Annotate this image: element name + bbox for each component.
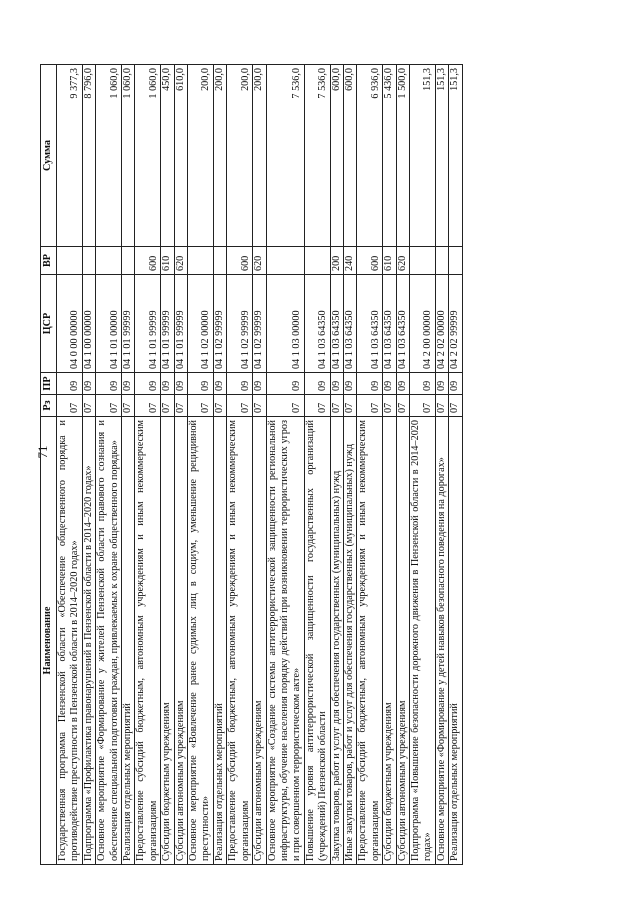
row-sum: 151,3: [435, 65, 448, 247]
row-sum: 8 796,0: [82, 65, 95, 247]
row-pr: 09: [266, 373, 304, 395]
row-vr: [57, 247, 83, 275]
row-sum: 5 436,0: [383, 65, 396, 247]
row-csr: 04 1 03 64350: [330, 275, 343, 373]
row-name: Основное мероприятие «Создание системы антитеррористической защищенности региональной инфраструктуры, обучение населения порядку действий при возникновении террористических угроз и при совершенном террористическом акте»: [266, 417, 304, 865]
row-csr: 04 1 03 64350: [357, 275, 383, 373]
row-pr: 09: [396, 373, 409, 395]
row-name: Подпрограмма «Повышение безопасности дорожного движения в Пензенской области в 2014–2020 годах»: [409, 417, 435, 865]
row-sum: 1 060,0: [122, 65, 135, 247]
row-pr: 09: [227, 373, 253, 395]
table-header-row: [41, 65, 57, 865]
row-csr: 04 1 01 00000: [96, 275, 122, 373]
row-csr: 04 0 00 00000: [57, 275, 83, 373]
row-sum: 6 936,0: [357, 65, 383, 247]
row-vr: [82, 247, 95, 275]
row-pr: 09: [161, 373, 174, 395]
row-csr: 04 1 02 00000: [188, 275, 214, 373]
row-vr: 620: [396, 247, 409, 275]
row-sum: 200,0: [227, 65, 253, 247]
row-pr: 09: [435, 373, 448, 395]
table-row: [188, 65, 214, 865]
row-sum: 7 536,0: [304, 65, 330, 247]
row-rz: 07: [304, 395, 330, 417]
row-vr: [96, 247, 122, 275]
row-pr: 09: [449, 373, 462, 395]
table-row: [409, 65, 435, 865]
row-vr: [122, 247, 135, 275]
row-csr: 04 1 02 99999: [227, 275, 253, 373]
row-vr: 600: [227, 247, 253, 275]
header-csr: ЦСР: [41, 275, 57, 373]
table-row: [304, 65, 330, 865]
row-sum: 600,0: [330, 65, 343, 247]
table-row: [227, 65, 253, 865]
row-vr: [304, 247, 330, 275]
row-pr: 09: [174, 373, 187, 395]
table-row: [396, 65, 409, 865]
row-name: Иные закупки товаров, работ и услуг для обеспечения государственных (муниципальных) нужд: [343, 417, 356, 865]
row-rz: 07: [449, 395, 462, 417]
row-sum: 450,0: [161, 65, 174, 247]
header-name: Наименование: [41, 417, 57, 865]
header-pr: ПР: [41, 373, 57, 395]
row-vr: [213, 247, 226, 275]
row-vr: [188, 247, 214, 275]
row-name: Субсидии автономным учреждениям: [396, 417, 409, 865]
page-number: 71: [35, 445, 50, 459]
row-name: Субсидии бюджетным учреждениям: [161, 417, 174, 865]
row-vr: [409, 247, 435, 275]
table-row: [253, 65, 266, 865]
row-sum: 1 060,0: [96, 65, 122, 247]
table-row: [383, 65, 396, 865]
row-sum: 151,3: [449, 65, 462, 247]
row-pr: 09: [213, 373, 226, 395]
row-name: Субсидии автономным учреждениям: [174, 417, 187, 865]
row-csr: 04 1 01 99999: [174, 275, 187, 373]
row-vr: [449, 247, 462, 275]
row-csr: 04 1 03 64350: [343, 275, 356, 373]
row-rz: 07: [409, 395, 435, 417]
row-pr: 09: [409, 373, 435, 395]
row-pr: 09: [96, 373, 122, 395]
row-rz: 07: [227, 395, 253, 417]
row-pr: 09: [383, 373, 396, 395]
row-rz: 07: [188, 395, 214, 417]
row-sum: 200,0: [188, 65, 214, 247]
row-sum: 610,0: [174, 65, 187, 247]
row-rz: 07: [330, 395, 343, 417]
row-name: Подпрограмма «Профилактика правонарушений в Пензенской области в 2014–2020 годах»: [82, 417, 95, 865]
table-row: [330, 65, 343, 865]
row-rz: 07: [383, 395, 396, 417]
row-pr: 09: [357, 373, 383, 395]
row-vr: [435, 247, 448, 275]
row-vr: [266, 247, 304, 275]
row-pr: 09: [304, 373, 330, 395]
row-name: Закупка товаров, работ и услуг для обеспечения государственных (муниципальных) нужд: [330, 417, 343, 865]
table-body: [57, 65, 463, 865]
row-rz: 07: [343, 395, 356, 417]
row-rz: 07: [266, 395, 304, 417]
header-vr: ВР: [41, 247, 57, 275]
row-rz: 07: [213, 395, 226, 417]
row-sum: 1 500,0: [396, 65, 409, 247]
row-rz: 07: [135, 395, 161, 417]
row-vr: 620: [174, 247, 187, 275]
row-csr: 04 2 02 00000: [435, 275, 448, 373]
row-csr: 04 1 02 99999: [253, 275, 266, 373]
table-row: [435, 65, 448, 865]
table-row: [161, 65, 174, 865]
row-name: Государственная программа Пензенской области «Обеспечение общественного порядка и противодействие преступности в Пензенской области в 2014–2020 годах»: [57, 417, 83, 865]
row-vr: 600: [135, 247, 161, 275]
row-pr: 09: [188, 373, 214, 395]
row-vr: 240: [343, 247, 356, 275]
table-row: [96, 65, 122, 865]
row-name: Основное мероприятие «Формирование у детей навыков безопасного поведения на дорогах»: [435, 417, 448, 865]
row-pr: 09: [343, 373, 356, 395]
row-pr: 09: [135, 373, 161, 395]
row-sum: 9 377,3: [57, 65, 83, 247]
row-sum: 200,0: [213, 65, 226, 247]
row-csr: 04 1 00 00000: [82, 275, 95, 373]
row-pr: 09: [253, 373, 266, 395]
row-csr: 04 1 03 00000: [266, 275, 304, 373]
row-pr: 09: [57, 373, 83, 395]
row-name: Реализация отдельных мероприятий: [213, 417, 226, 865]
row-name: Основное мероприятие «Формирование у жителей Пензенской области правового сознания и обеспечение специальной подготовки граждан, привлекаемых к охране общественного порядка»: [96, 417, 122, 865]
row-rz: 07: [253, 395, 266, 417]
row-name: Повышение уровня антитеррористической защищенности государственных организаций (учреждений) Пензенской области: [304, 417, 330, 865]
row-csr: 04 1 03 64350: [396, 275, 409, 373]
row-rz: 07: [96, 395, 122, 417]
row-csr: 04 1 03 64350: [304, 275, 330, 373]
row-rz: 07: [82, 395, 95, 417]
table-row: [135, 65, 161, 865]
row-csr: 04 1 01 99999: [135, 275, 161, 373]
rotated-page: [40, 65, 550, 865]
row-pr: 09: [122, 373, 135, 395]
row-sum: 7 536,0: [266, 65, 304, 247]
row-csr: 04 1 03 64350: [383, 275, 396, 373]
row-sum: 600,0: [343, 65, 356, 247]
row-csr: 04 2 00 00000: [409, 275, 435, 373]
row-name: Субсидии бюджетным учреждениям: [383, 417, 396, 865]
row-pr: 09: [330, 373, 343, 395]
row-csr: 04 1 01 99999: [161, 275, 174, 373]
table-row: [122, 65, 135, 865]
row-name: Предоставление субсидий бюджетным, автономным учреждениям и иным некоммерческим организациям: [227, 417, 253, 865]
row-sum: 151,3: [409, 65, 435, 247]
row-csr: 04 1 02 99999: [213, 275, 226, 373]
row-name: Предоставление субсидий бюджетным, автономным учреждениям и иным некоммерческим организациям: [135, 417, 161, 865]
row-csr: 04 2 02 99999: [449, 275, 462, 373]
table-row: [357, 65, 383, 865]
row-rz: 07: [174, 395, 187, 417]
row-rz: 07: [161, 395, 174, 417]
row-name: Основное мероприятие «Вовлечение ранее судимых лиц в социум, уменьшение рецидивной преступности»: [188, 417, 214, 865]
row-name: Реализация отдельных мероприятий: [122, 417, 135, 865]
table-row: [174, 65, 187, 865]
row-pr: 09: [82, 373, 95, 395]
table-row: [82, 65, 95, 865]
table-row: [266, 65, 304, 865]
row-vr: 610: [161, 247, 174, 275]
table-row: [57, 65, 83, 865]
row-name: Субсидии автономным учреждениям: [253, 417, 266, 865]
table-row: [343, 65, 356, 865]
header-sum: Сумма: [41, 65, 57, 247]
header-rz: Рз: [41, 395, 57, 417]
row-vr: 200: [330, 247, 343, 275]
row-rz: 07: [57, 395, 83, 417]
row-rz: 07: [396, 395, 409, 417]
table-row: [213, 65, 226, 865]
row-rz: 07: [357, 395, 383, 417]
budget-table: [40, 64, 463, 865]
row-name: Реализация отдельных мероприятий: [449, 417, 462, 865]
row-vr: 600: [357, 247, 383, 275]
row-vr: 620: [253, 247, 266, 275]
row-csr: 04 1 01 99999: [122, 275, 135, 373]
row-vr: 610: [383, 247, 396, 275]
table-row: [449, 65, 462, 865]
row-rz: 07: [122, 395, 135, 417]
row-sum: 1 060,0: [135, 65, 161, 247]
row-name: Предоставление субсидий бюджетным, автономным учреждениям и иным некоммерческим организациям: [357, 417, 383, 865]
row-sum: 200,0: [253, 65, 266, 247]
row-rz: 07: [435, 395, 448, 417]
